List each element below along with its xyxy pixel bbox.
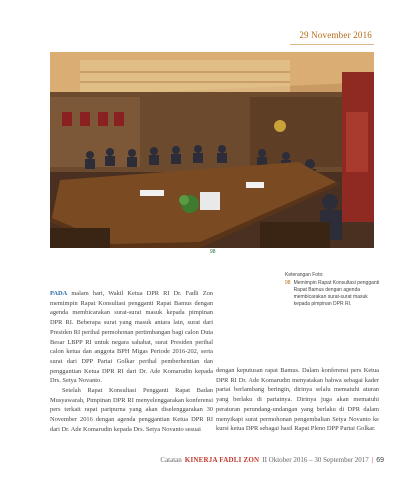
- lead-word: PADA: [50, 290, 68, 297]
- meeting-photo: [50, 52, 374, 248]
- header-divider: [290, 44, 374, 45]
- article-right-column: [216, 366, 379, 434]
- photo-caption: [285, 272, 385, 308]
- article-paragraph-2: Setelah Rapat Konsultasi Pengganti Rapat Badan Musyawarah, Pimpinan DPR RI menyelenggarakan konferensi pers terkait rapat paripurna yang akan diselenggarakan 30 November 2016 dengan agenda penggantian Ketua DPR RI dari Dr. Ade Komarudin kepada Drs. Setya Novanto sesuai: [50, 387, 213, 433]
- caption-row: [285, 280, 385, 308]
- header-date: 29 November 2016: [299, 30, 372, 40]
- footer-title: KINERJA FADLI ZON: [184, 456, 260, 464]
- article-paragraph-1-text: malam hari, Wakil Ketua DPR RI Dr. Fadli Zon memimpin Rapat Konsultasi pengganti Rapat Bamus dengan agenda membicarakan surat-surat masuk kepada pimpinan DPR RI. Beberapa surat yang masuk antara lain, surat dari Presiden RI perihal permohonan pertimbangan bagi calon Duta Besar LBPP RI untuk negara sahabat, surat Presiden perihal calon ketua dan anggota BPH Migas Periode 2016-202, serta surat dari DPP Partai Golkar perihal pemberhentian dan penggantian Ketua DPR RI dari Dr. Ade Komarudin kepada Drs. Setya Novanto.: [50, 290, 213, 385]
- caption-title: Keterangan Foto:: [285, 272, 324, 278]
- article-paragraph-1: [50, 289, 213, 386]
- page-number: 69: [376, 456, 384, 464]
- caption-text: Memimpin Rapat Konsultasi pengganti Rapat Bamus dengan agenda membicarakan surat-surat masuk kepada pimpinan DPR RI.: [293, 280, 380, 307]
- page-footer: [160, 456, 384, 464]
- article-paragraph-3: dengan keputusan rapat Bamus. Dalam konferensi pers Ketua DPR RI Dr. Ade Komarudin menyatakan bahwa sebagai kader partai berlambang beringin, dirinya selalu mematuhi aturan yang berlaku di partainya. Dirinya juga akan mematuhi peraturan perundang-undangan yang berlaku di DPR dalam menyikapi surat permohonan pengembalian Setya Novanto ke kursi ketua DPR sebagai hasil Rapat Pleno DPP Partai Golkar.: [216, 367, 379, 433]
- footer-range: II Oktober 2016 – 30 September 2017: [262, 456, 369, 464]
- footer-prefix: Catatan: [160, 456, 182, 464]
- footer-separator: |: [371, 456, 374, 464]
- article-left-column: [50, 289, 213, 435]
- caption-number: 98: [285, 280, 291, 286]
- photo-figure-number: 98: [210, 249, 216, 255]
